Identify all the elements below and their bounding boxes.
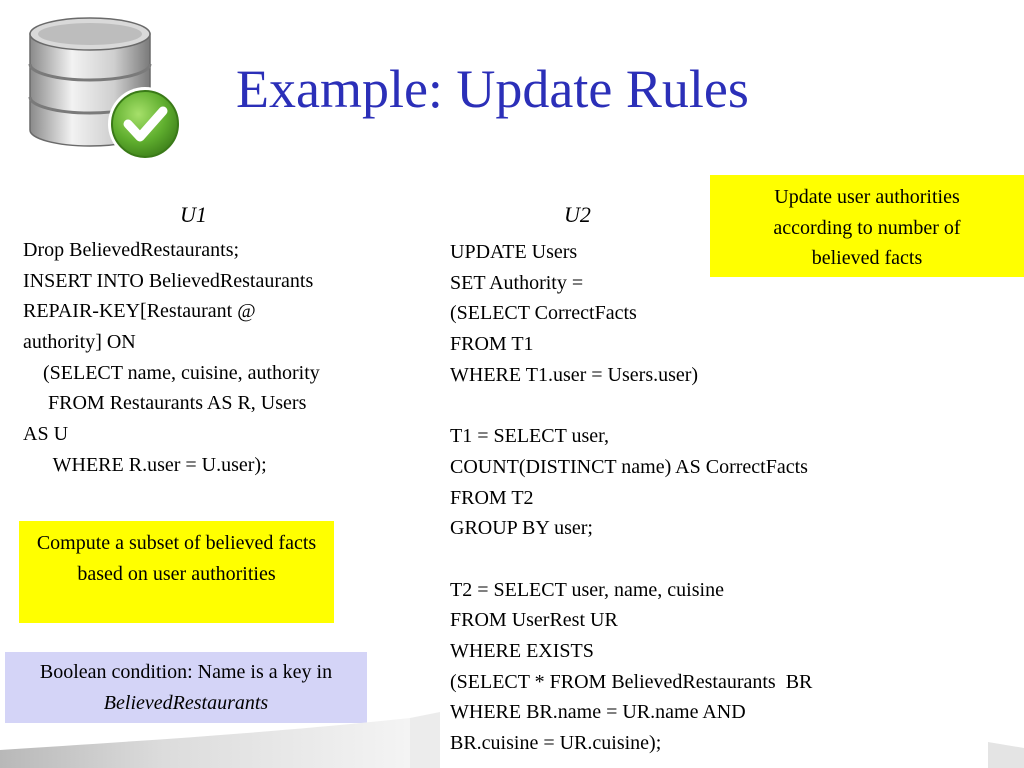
u2-line [450,390,812,421]
u2-code-block [450,237,812,759]
u2-line: WHERE EXISTS [450,639,594,662]
u1-line: authority] ON [23,331,136,354]
note-update-authorities: Update user authorities according to number of believed facts [710,175,1024,277]
u1-line: Drop BelievedRestaurants; [23,239,240,261]
u2-line: WHERE BR.name = UR.name AND [450,701,746,724]
u2-line: UPDATE Users [450,241,578,263]
u1-line: WHERE R.user = U.user); [23,453,267,476]
u2-line: (SELECT * FROM BelievedRestaurants BR [450,670,813,693]
u1-heading: U1 [180,202,207,227]
note-compute-subset: Compute a subset of believed facts based on user authorities [19,521,334,623]
u2-line: T1 = SELECT user, [450,425,609,448]
u2-line [450,544,812,575]
u1-line: INSERT INTO BelievedRestaurants [23,269,314,292]
u2-heading: U2 [564,202,591,227]
boolean-condition-text: Boolean condition: Name is a key in [39,661,333,683]
u2-line: SET Authority = [450,271,584,294]
bottom-decoration [0,712,1024,768]
u1-line: (SELECT name, cuisine, authority [23,361,320,384]
u1-line: AS U [23,423,69,446]
u1-line: FROM Restaurants AS R, Users [23,392,307,415]
u2-line: T2 = SELECT user, name, cuisine [450,578,724,601]
u2-line: BR.cuisine = UR.cuisine); [450,732,662,754]
u2-line: FROM UserRest UR [450,609,618,632]
u2-line: FROM T1 [450,333,534,356]
u1-line: REPAIR-KEY[Restaurant @ [23,300,256,323]
u1-code-block [23,235,320,481]
database-check-icon [20,12,186,162]
u2-line: WHERE T1.user = Users.user) [450,363,699,386]
u2-line: COUNT(DISTINCT name) AS CorrectFacts [450,455,808,478]
slide-title: Example: Update Rules [236,59,749,119]
u2-line: FROM T2 [450,486,534,509]
u2-line: GROUP BY user; [450,517,593,540]
u2-line: (SELECT CorrectFacts [450,302,637,325]
boolean-condition-emphasis: BelievedRestaurants [103,691,269,714]
